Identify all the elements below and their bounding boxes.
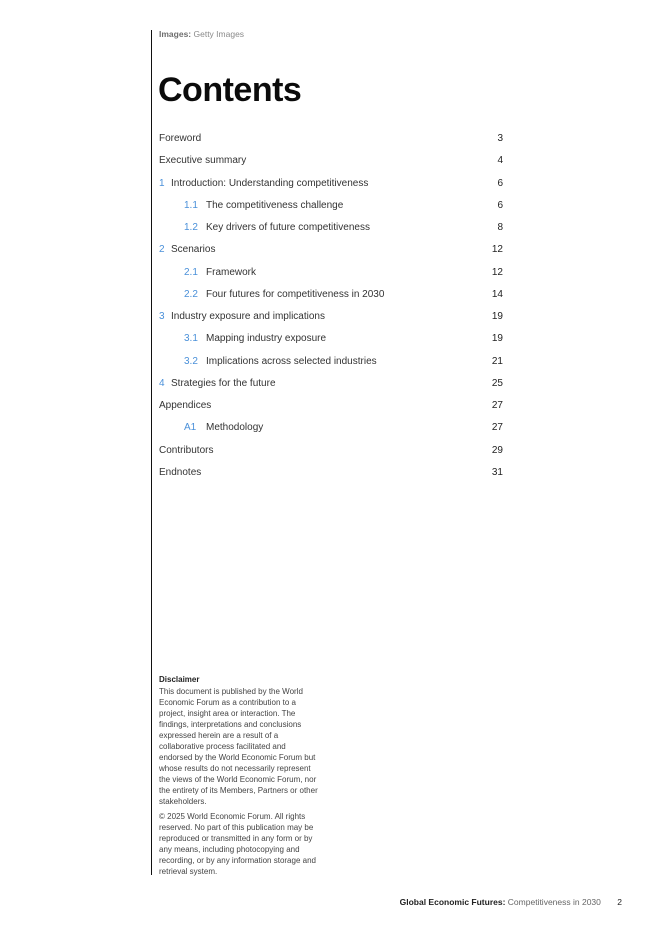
toc-entry-page: 27 bbox=[491, 400, 503, 411]
toc-entry-label: Introduction: Understanding competitiveness bbox=[171, 177, 369, 189]
toc-entry-label: Methodology bbox=[206, 422, 264, 434]
toc-entry-label: Key drivers of future competitiveness bbox=[206, 222, 370, 233]
toc-entry[interactable] bbox=[159, 440, 503, 462]
image-credit bbox=[159, 29, 244, 39]
toc-entry-label: Mapping industry exposure bbox=[206, 333, 327, 345]
toc-entry-label: Strategies for the future bbox=[171, 377, 276, 389]
toc-entry-number: 3.1 bbox=[184, 333, 198, 345]
toc-entry-page: 19 bbox=[491, 333, 503, 345]
toc-entry[interactable] bbox=[159, 173, 503, 195]
toc-entry-page: 12 bbox=[491, 266, 503, 278]
image-credit-prefix: Images: bbox=[159, 29, 192, 39]
toc-entry-page: 14 bbox=[491, 288, 503, 300]
disclaimer-body: This document is published by the World Economic Forum as a contribution to a project, insight area or interaction. The findings, interpretations and conclusions expressed herein are a result of a collaborative process facilitated and endorsed by the World Economic Forum but whose results do not necessarily represent the views of the World Economic Forum, nor the entirety of its Members, Partners or other stakeholders. bbox=[159, 687, 318, 806]
toc-entry-page: 29 bbox=[491, 444, 503, 456]
toc-entry-page: 31 bbox=[491, 466, 503, 478]
toc-entry[interactable] bbox=[159, 195, 503, 217]
toc-entry-label: Implications across selected industries bbox=[206, 355, 377, 367]
toc-entry[interactable] bbox=[159, 306, 503, 328]
toc-entry-page: 25 bbox=[491, 377, 503, 389]
toc-entry-label: Scenarios bbox=[171, 244, 216, 256]
toc-entry-number: 1.2 bbox=[184, 222, 198, 233]
toc-entry-label: Framework bbox=[206, 266, 257, 278]
image-credit-source: Getty Images bbox=[193, 29, 245, 39]
footer-page-number: 2 bbox=[617, 897, 622, 907]
toc-entry[interactable] bbox=[159, 328, 503, 350]
toc-entry-page: 6 bbox=[497, 199, 503, 211]
toc-entry[interactable] bbox=[159, 373, 503, 395]
table-of-contents bbox=[159, 128, 503, 484]
page-title: Contents bbox=[158, 71, 302, 109]
toc-entry[interactable] bbox=[159, 239, 503, 261]
disclaimer bbox=[159, 674, 319, 881]
toc-entry[interactable] bbox=[159, 128, 503, 150]
toc-entry[interactable] bbox=[159, 217, 503, 239]
toc-entry-number: 2.1 bbox=[184, 266, 198, 278]
toc-entry-page: 3 bbox=[497, 133, 503, 144]
toc-entry-number: 4 bbox=[159, 377, 165, 389]
disclaimer-heading: Disclaimer bbox=[159, 675, 200, 684]
toc-entry-number: 3.2 bbox=[184, 355, 198, 367]
toc-entry[interactable] bbox=[159, 284, 503, 306]
toc-entry-page: 6 bbox=[497, 177, 503, 189]
toc-entry-page: 8 bbox=[497, 222, 503, 233]
toc-entry-page: 19 bbox=[491, 311, 503, 322]
toc-entry-label: Appendices bbox=[159, 400, 212, 411]
footer-title-bold: Global Economic Futures: bbox=[399, 897, 506, 907]
toc-entry-label: Foreword bbox=[159, 133, 202, 144]
toc-entry-label: Four futures for competitiveness in 2030 bbox=[206, 288, 385, 300]
toc-entry-number: 2 bbox=[159, 244, 165, 256]
toc-entry-label: The competitiveness challenge bbox=[206, 199, 344, 211]
toc-entry-number: 1.1 bbox=[184, 199, 198, 211]
vertical-rule bbox=[151, 30, 152, 875]
toc-entry[interactable] bbox=[159, 150, 503, 172]
toc-entry[interactable] bbox=[159, 395, 503, 417]
toc-entry[interactable] bbox=[159, 462, 503, 484]
toc-entry-page: 27 bbox=[491, 422, 503, 434]
page-footer bbox=[400, 897, 622, 907]
toc-entry-label: Industry exposure and implications bbox=[171, 311, 325, 322]
copyright-notice: © 2025 World Economic Forum. All rights reserved. No part of this publication may be reproduced or transmitted in any form or by any means, including photocopying and recording, or by any information storage and retrieval system. bbox=[159, 812, 316, 876]
toc-entry-page: 21 bbox=[491, 355, 503, 367]
toc-entry-page: 4 bbox=[497, 155, 503, 167]
toc-entry[interactable] bbox=[159, 351, 503, 373]
toc-entry-label: Endnotes bbox=[159, 466, 202, 478]
toc-entry[interactable] bbox=[159, 262, 503, 284]
toc-entry-number: A1 bbox=[184, 422, 197, 434]
toc-entry-number: 1 bbox=[159, 177, 165, 189]
toc-entry-page: 12 bbox=[491, 244, 503, 256]
toc-entry[interactable] bbox=[159, 417, 503, 439]
toc-entry-number: 2.2 bbox=[184, 288, 198, 300]
toc-entry-label: Contributors bbox=[159, 444, 214, 456]
toc-entry-number: 3 bbox=[159, 311, 165, 322]
toc-entry-label: Executive summary bbox=[159, 155, 247, 167]
footer-title-rest: Competitiveness in 2030 bbox=[507, 897, 601, 907]
